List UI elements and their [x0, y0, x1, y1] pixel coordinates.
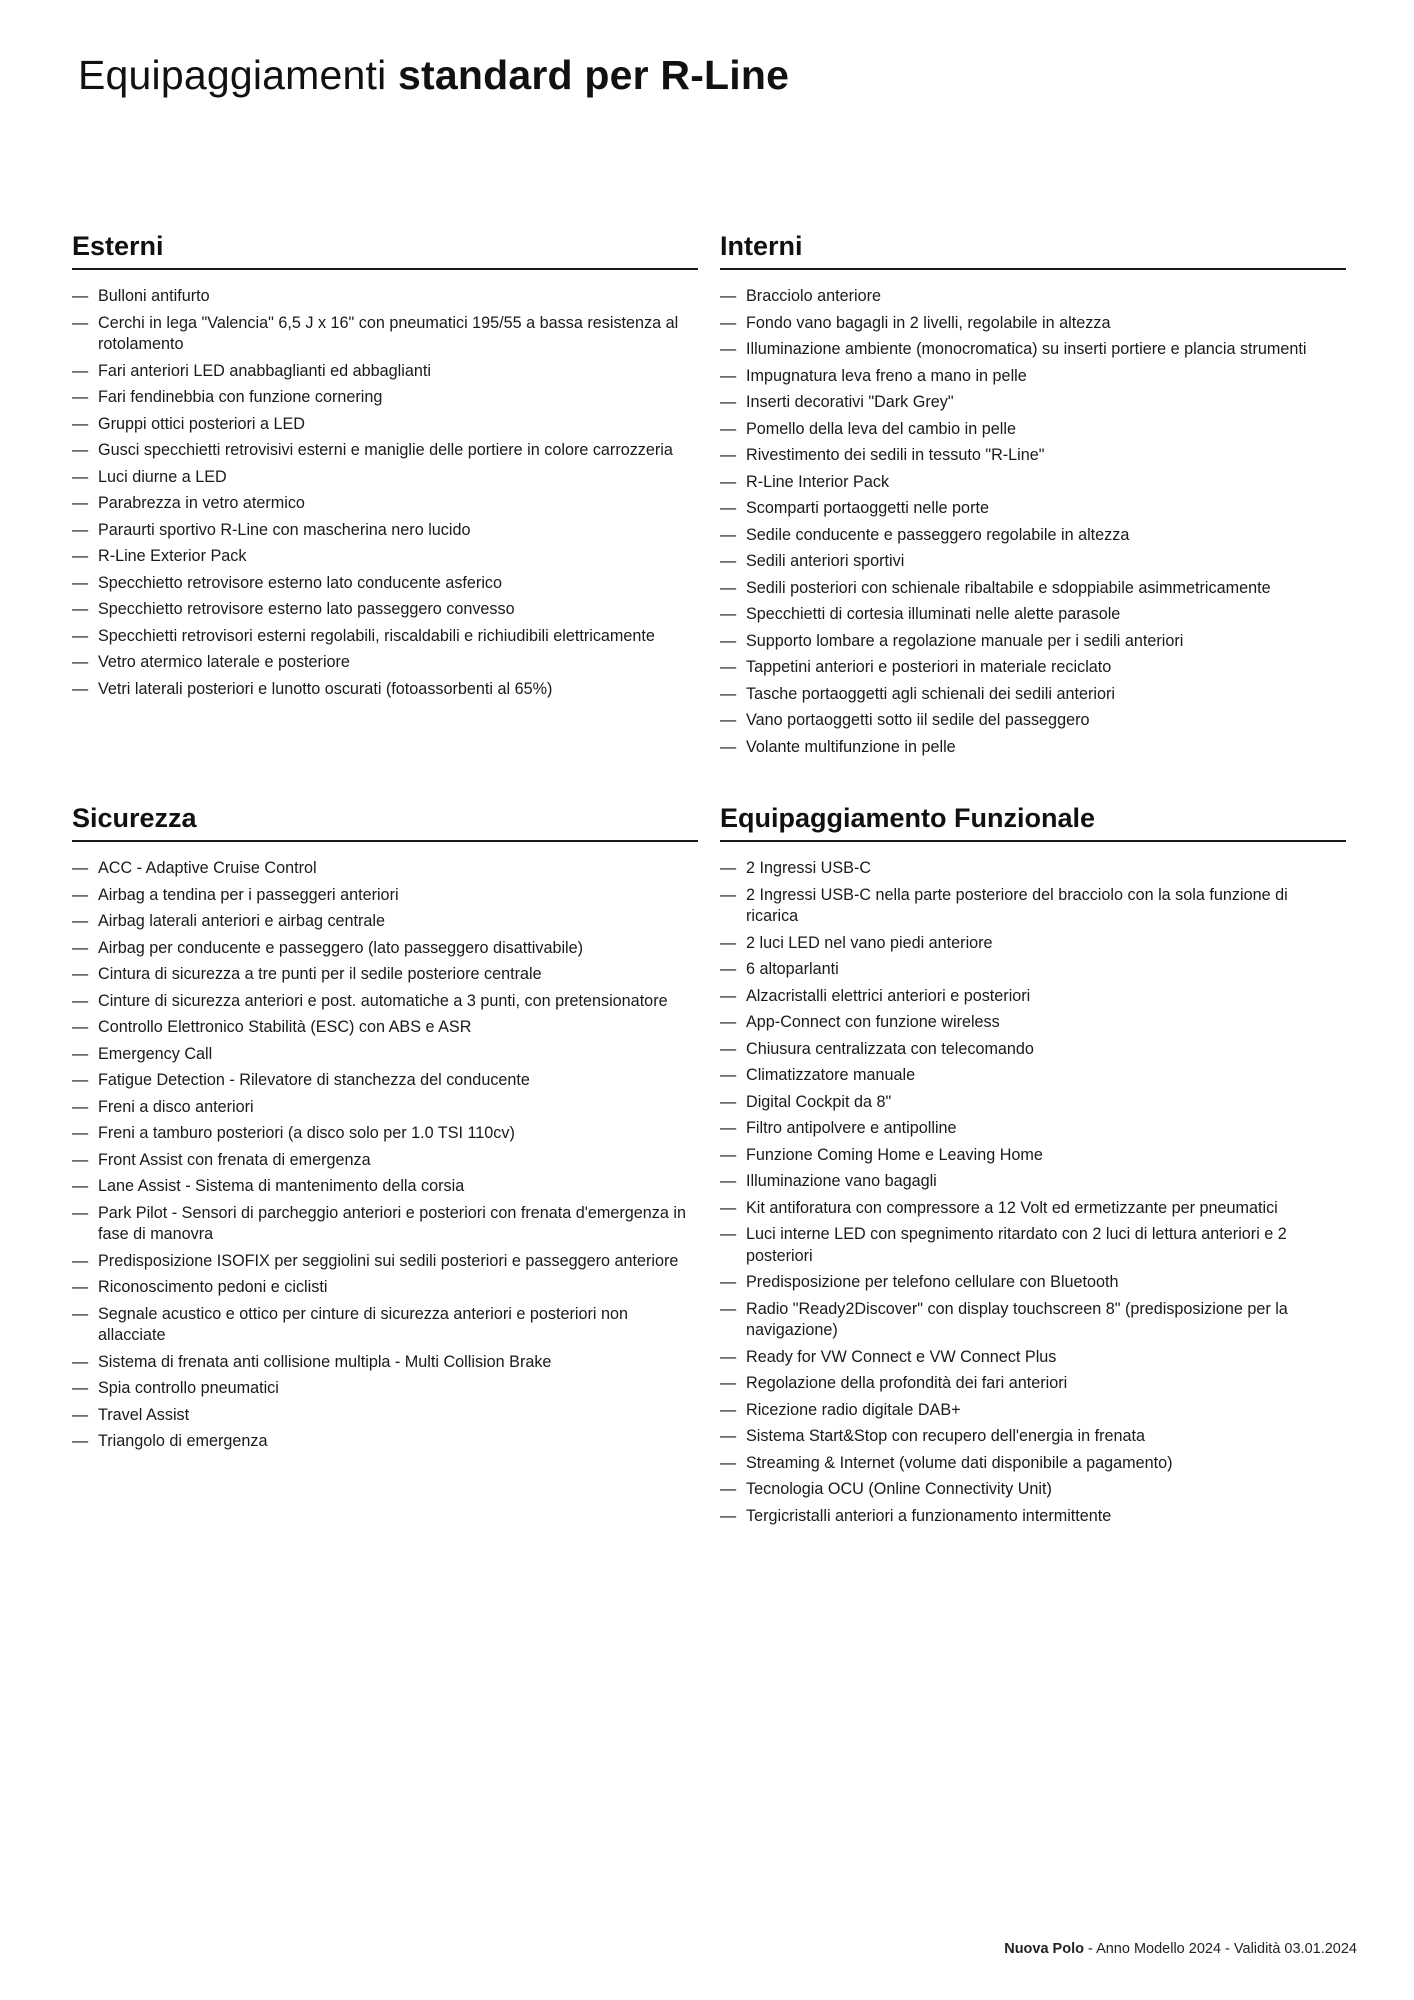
list-item-text: Fari fendinebbia con funzione cornering: [98, 388, 383, 406]
list-item-text: Paraurti sportivo R-Line con mascherina nero lucido: [98, 520, 471, 539]
section-heading: Esterni: [72, 231, 698, 270]
list-item: [720, 933, 1346, 955]
dash-bullet: —: [72, 885, 89, 904]
dash-bullet: —: [720, 737, 737, 756]
list-item-text: Luci interne LED con spegnimento ritardato con 2 luci di lettura anteriori e 2 posteriori: [746, 1225, 1287, 1265]
list-item-text: Specchietto retrovisore esterno lato passeggero convesso: [98, 600, 515, 618]
list-item: [72, 286, 698, 308]
dash-bullet: —: [720, 1198, 737, 1217]
list-item: [72, 313, 698, 356]
list-item-text: Chiusura centralizzata con telecomando: [746, 1039, 1034, 1058]
list-item-text: Alzacristalli elettrici anteriori e posteriori: [746, 986, 1031, 1005]
section-heading: Interni: [720, 231, 1346, 270]
list-item: [72, 599, 698, 621]
list-item-text: Freni a tamburo posteriori (a disco solo per 1.0 TSI 110cv): [98, 1124, 515, 1142]
list-item: [720, 1506, 1346, 1528]
list-item: [720, 445, 1346, 467]
dash-bullet: —: [720, 1427, 737, 1445]
dash-bullet: —: [720, 631, 737, 650]
list-item-text: Freni a disco anteriori: [98, 1097, 254, 1116]
list-item: [72, 938, 698, 960]
dash-bullet: —: [72, 547, 89, 565]
dash-bullet: —: [720, 1347, 737, 1366]
section-sicurezza: [72, 803, 698, 1458]
list-item-text: Predisposizione ISOFIX per seggiolini sui sedili posteriori e passeggero anteriore: [98, 1251, 679, 1270]
list-item: [72, 1277, 698, 1299]
dash-bullet: —: [72, 361, 89, 380]
list-item: [720, 1092, 1346, 1114]
list-item: [720, 604, 1346, 626]
list-item-text: App-Connect con funzione wireless: [746, 1013, 1000, 1031]
list-item-text: Funzione Coming Home e Leaving Home: [746, 1145, 1043, 1164]
list-item-text: Specchietti di cortesia illuminati nelle alette parasole: [746, 605, 1121, 623]
list-item: [72, 573, 698, 595]
list-item-text: Cinture di sicurezza anteriori e post. automatiche a 3 punti, con pretensionatore: [98, 991, 668, 1010]
list-item: [720, 1426, 1346, 1448]
list-item: [720, 392, 1346, 414]
list-item-text: Park Pilot - Sensori di parcheggio anteriori e posteriori con frenata d'emergenza in fase di manovra: [98, 1203, 686, 1243]
list-item-text: Regolazione della profondità dei fari anteriori: [746, 1374, 1068, 1392]
dash-bullet: —: [72, 287, 89, 305]
list-item: [72, 1044, 698, 1066]
footer-model: Nuova Polo: [1004, 1941, 1084, 1957]
list-item: [72, 652, 698, 674]
list-item: [720, 986, 1346, 1008]
list-item-text: Pomello della leva del cambio in pelle: [746, 419, 1016, 438]
list-item: [720, 1145, 1346, 1167]
list-item-text: Digital Cockpit da 8": [746, 1092, 892, 1111]
list-item: [72, 361, 698, 383]
list-item: [72, 1017, 698, 1039]
dash-bullet: —: [720, 885, 737, 904]
list-item-text: Bulloni antifurto: [98, 287, 210, 305]
dash-bullet: —: [720, 711, 737, 729]
dash-bullet: —: [72, 573, 89, 592]
dash-bullet: —: [720, 1374, 737, 1392]
list-item-text: Ready for VW Connect e VW Connect Plus: [746, 1347, 1057, 1366]
list-item: [720, 959, 1346, 981]
list-item-text: Luci diurne a LED: [98, 467, 227, 486]
list-item: [72, 1304, 698, 1347]
dash-bullet: —: [720, 859, 737, 877]
dash-bullet: —: [72, 653, 89, 671]
list-item-text: 2 Ingressi USB-C nella parte posteriore del bracciolo con la sola funzione di ricarica: [746, 885, 1288, 925]
list-item-text: Airbag laterali anteriori e airbag centrale: [98, 912, 386, 930]
list-item-text: Impugnatura leva freno a mano in pelle: [746, 366, 1027, 385]
dash-bullet: —: [720, 1480, 737, 1498]
dash-bullet: —: [72, 965, 89, 983]
dash-bullet: —: [720, 472, 737, 491]
list-item-text: Sedile conducente e passeggero regolabile in altezza: [746, 525, 1130, 544]
dash-bullet: —: [720, 419, 737, 438]
section-equipaggiamento-funzionale: [720, 803, 1346, 1532]
list-item: [72, 1203, 698, 1246]
list-item: [720, 1479, 1346, 1501]
list-item: [720, 885, 1346, 928]
list-item: [72, 1431, 698, 1453]
dash-bullet: —: [720, 1400, 737, 1419]
list-item-text: Bracciolo anteriore: [746, 287, 881, 305]
dash-bullet: —: [72, 441, 89, 459]
dash-bullet: —: [720, 1172, 737, 1190]
dash-bullet: —: [720, 1225, 737, 1243]
list-item: [720, 1453, 1346, 1475]
dash-bullet: —: [72, 1405, 89, 1424]
list-item-text: Parabrezza in vetro atermico: [98, 494, 305, 512]
dash-bullet: —: [720, 960, 737, 978]
dash-bullet: —: [72, 467, 89, 486]
list-item-text: Gusci specchietti retrovisivi esterni e maniglie delle portiere in colore carrozzeria: [98, 441, 673, 459]
dash-bullet: —: [720, 1299, 737, 1318]
page-title-bold: standard per R-Line: [398, 52, 790, 98]
list-item-text: Airbag per conducente e passeggero (lato passeggero disattivabile): [98, 938, 584, 957]
list-item-text: Climatizzatore manuale: [746, 1066, 916, 1084]
page-footer: [1004, 1941, 1357, 1957]
dash-bullet: —: [720, 1145, 737, 1164]
list-item-text: Ricezione radio digitale DAB+: [746, 1400, 961, 1419]
list-item-text: Tergicristalli anteriori a funzionamento intermittente: [746, 1506, 1112, 1525]
dash-bullet: —: [720, 1119, 737, 1137]
page-title: [78, 52, 789, 99]
list-item-text: Fatigue Detection - Rilevatore di stanchezza del conducente: [98, 1071, 530, 1089]
list-item: [72, 858, 698, 880]
dash-bullet: —: [72, 1150, 89, 1169]
list-item: [72, 520, 698, 542]
list-item: [72, 885, 698, 907]
list-item-text: R-Line Interior Pack: [746, 472, 890, 491]
list-item-text: Streaming & Internet (volume dati disponibile a pagamento): [746, 1453, 1173, 1472]
dash-bullet: —: [72, 414, 89, 433]
list-item: [72, 1097, 698, 1119]
list-item: [720, 1272, 1346, 1294]
dash-bullet: —: [72, 626, 89, 645]
list-item: [72, 679, 698, 701]
list-item-text: Filtro antipolvere e antipolline: [746, 1119, 957, 1137]
dash-bullet: —: [72, 520, 89, 539]
dash-bullet: —: [72, 1018, 89, 1036]
list-item: [720, 472, 1346, 494]
list-item-text: Sedili anteriori sportivi: [746, 552, 905, 570]
dash-bullet: —: [720, 986, 737, 1005]
list-item: [72, 1378, 698, 1400]
dash-bullet: —: [720, 684, 737, 703]
section-heading: Sicurezza: [72, 803, 698, 842]
list-item-text: Sedili posteriori con schienale ribaltabile e sdoppiabile asimmetricamente: [746, 578, 1271, 597]
list-item-text: Lane Assist - Sistema di mantenimento della corsia: [98, 1177, 465, 1195]
list-item-text: Cintura di sicurezza a tre punti per il sedile posteriore centrale: [98, 965, 542, 983]
equipment-list: [72, 286, 698, 700]
dash-bullet: —: [720, 287, 737, 305]
list-item: [720, 1373, 1346, 1395]
list-item-text: Vetro atermico laterale e posteriore: [98, 653, 350, 671]
dash-bullet: —: [720, 658, 737, 676]
section-interni: [720, 231, 1346, 763]
list-item: [720, 339, 1346, 361]
dash-bullet: —: [720, 1013, 737, 1031]
list-item: [72, 467, 698, 489]
list-item-text: Predisposizione per telefono cellulare con Bluetooth: [746, 1273, 1119, 1291]
list-item: [72, 1405, 698, 1427]
list-item-text: Inserti decorativi "Dark Grey": [746, 393, 954, 411]
list-item: [72, 387, 698, 409]
list-item-text: Spia controllo pneumatici: [98, 1379, 279, 1397]
list-item-text: Emergency Call: [98, 1044, 213, 1063]
equipment-list: [720, 858, 1346, 1527]
list-item-text: Cerchi in lega "Valencia" 6,5 J x 16" con pneumatici 195/55 a bassa resistenza al rotolamento: [98, 313, 679, 353]
list-item: [72, 1176, 698, 1198]
dash-bullet: —: [72, 494, 89, 512]
dash-bullet: —: [72, 1203, 89, 1222]
list-item-text: Front Assist con frenata di emergenza: [98, 1150, 371, 1169]
list-item-text: Vano portaoggetti sotto iil sedile del passeggero: [746, 711, 1090, 729]
equipment-list: [72, 858, 698, 1453]
list-item-text: Supporto lombare a regolazione manuale per i sedili anteriori: [746, 631, 1184, 650]
list-item-text: Sistema Start&Stop con recupero dell'energia in frenata: [746, 1427, 1146, 1445]
dash-bullet: —: [72, 313, 89, 332]
dash-bullet: —: [72, 1097, 89, 1116]
dash-bullet: —: [72, 1071, 89, 1089]
list-item: [72, 991, 698, 1013]
list-item: [720, 1198, 1346, 1220]
dash-bullet: —: [720, 552, 737, 570]
list-item-text: 2 luci LED nel vano piedi anteriore: [746, 933, 993, 952]
list-item-text: Radio "Ready2Discover" con display touchscreen 8" (predisposizione per la navigazione): [746, 1299, 1288, 1339]
dash-bullet: —: [720, 605, 737, 623]
list-item: [72, 1150, 698, 1172]
dash-bullet: —: [720, 340, 737, 358]
list-item: [72, 964, 698, 986]
list-item-text: Rivestimento dei sedili in tessuto "R-Line": [746, 446, 1045, 464]
list-item: [72, 1352, 698, 1374]
dash-bullet: —: [720, 525, 737, 544]
list-item-text: Tappetini anteriori e posteriori in materiale reciclato: [746, 658, 1112, 676]
list-item: [720, 1118, 1346, 1140]
dash-bullet: —: [720, 578, 737, 597]
dash-bullet: —: [72, 938, 89, 957]
dash-bullet: —: [720, 1273, 737, 1291]
list-item: [720, 1171, 1346, 1193]
list-item: [720, 313, 1346, 335]
list-item: [72, 626, 698, 648]
equipment-list: [720, 286, 1346, 758]
list-item: [72, 493, 698, 515]
list-item: [720, 657, 1346, 679]
list-item-text: Tecnologia OCU (Online Connectivity Unit): [746, 1480, 1052, 1498]
list-item: [720, 578, 1346, 600]
list-item-text: Sistema di frenata anti collisione multipla - Multi Collision Brake: [98, 1352, 552, 1371]
list-item-text: Volante multifunzione in pelle: [746, 737, 956, 756]
list-item: [72, 1123, 698, 1145]
dash-bullet: —: [720, 1066, 737, 1084]
list-item: [720, 1224, 1346, 1267]
list-item: [72, 1251, 698, 1273]
list-item: [720, 1065, 1346, 1087]
list-item-text: Travel Assist: [98, 1405, 190, 1424]
list-item-text: Fondo vano bagagli in 2 livelli, regolabile in altezza: [746, 313, 1111, 332]
dash-bullet: —: [72, 1379, 89, 1397]
list-item-text: Controllo Elettronico Stabilità (ESC) con ABS e ASR: [98, 1018, 472, 1036]
list-item: [720, 1299, 1346, 1342]
dash-bullet: —: [720, 1506, 737, 1525]
list-item-text: Gruppi ottici posteriori a LED: [98, 414, 305, 433]
list-item: [720, 684, 1346, 706]
list-item-text: Illuminazione vano bagagli: [746, 1172, 937, 1190]
list-item-text: Scomparti portaoggetti nelle porte: [746, 499, 989, 517]
list-item: [72, 911, 698, 933]
dash-bullet: —: [72, 1278, 89, 1296]
dash-bullet: —: [72, 1432, 89, 1450]
list-item-text: Triangolo di emergenza: [98, 1432, 268, 1450]
dash-bullet: —: [72, 1352, 89, 1371]
list-item: [720, 286, 1346, 308]
list-item: [72, 546, 698, 568]
dash-bullet: —: [72, 1251, 89, 1270]
list-item: [720, 419, 1346, 441]
list-item: [720, 551, 1346, 573]
list-item-text: Riconoscimento pedoni e ciclisti: [98, 1278, 328, 1296]
list-item-text: Fari anteriori LED anabbaglianti ed abbaglianti: [98, 361, 431, 380]
dash-bullet: —: [72, 1124, 89, 1142]
list-item-text: R-Line Exterior Pack: [98, 547, 247, 565]
list-item: [720, 525, 1346, 547]
list-item: [72, 440, 698, 462]
dash-bullet: —: [72, 600, 89, 618]
dash-bullet: —: [720, 1039, 737, 1058]
list-item-text: Kit antiforatura con compressore a 12 Volt ed ermetizzante per pneumatici: [746, 1198, 1278, 1217]
dash-bullet: —: [72, 1044, 89, 1063]
list-item-text: 6 altoparlanti: [746, 960, 839, 978]
section-esterni: [72, 231, 698, 705]
list-item: [720, 366, 1346, 388]
list-item: [720, 858, 1346, 880]
list-item: [720, 1039, 1346, 1061]
dash-bullet: —: [720, 933, 737, 952]
dash-bullet: —: [72, 859, 89, 877]
list-item-text: Airbag a tendina per i passeggeri anteriori: [98, 885, 399, 904]
list-item: [72, 1070, 698, 1092]
list-item: [720, 737, 1346, 759]
dash-bullet: —: [720, 446, 737, 464]
list-item-text: 2 Ingressi USB-C: [746, 859, 872, 877]
dash-bullet: —: [72, 912, 89, 930]
list-item: [720, 1400, 1346, 1422]
list-item-text: ACC - Adaptive Cruise Control: [98, 859, 317, 877]
dash-bullet: —: [72, 388, 89, 406]
list-item: [720, 631, 1346, 653]
dash-bullet: —: [72, 1177, 89, 1195]
list-item: [720, 1347, 1346, 1369]
dash-bullet: —: [720, 393, 737, 411]
dash-bullet: —: [72, 679, 89, 698]
list-item-text: Segnale acustico e ottico per cinture di sicurezza anteriori e posteriori non allacciate: [98, 1304, 628, 1344]
footer-validity: - Anno Modello 2024 - Validità 03.01.2024: [1083, 1941, 1357, 1957]
list-item-text: Specchietto retrovisore esterno lato conducente asferico: [98, 573, 503, 592]
page-title-light: Equipaggiamenti: [78, 52, 387, 98]
dash-bullet: —: [72, 1304, 89, 1323]
list-item-text: Illuminazione ambiente (monocromatica) su inserti portiere e plancia strumenti: [746, 340, 1307, 358]
dash-bullet: —: [720, 366, 737, 385]
dash-bullet: —: [720, 313, 737, 332]
dash-bullet: —: [720, 1092, 737, 1111]
dash-bullet: —: [720, 1453, 737, 1472]
list-item: [720, 498, 1346, 520]
list-item-text: Specchietti retrovisori esterni regolabili, riscaldabili e richiudibili elettricamente: [98, 626, 655, 645]
list-item-text: Vetri laterali posteriori e lunotto oscurati (fotoassorbenti al 65%): [98, 679, 553, 698]
list-item: [720, 1012, 1346, 1034]
dash-bullet: —: [72, 991, 89, 1010]
section-heading: Equipaggiamento Funzionale: [720, 803, 1346, 842]
dash-bullet: —: [720, 499, 737, 517]
list-item: [720, 710, 1346, 732]
list-item-text: Tasche portaoggetti agli schienali dei sedili anteriori: [746, 684, 1115, 703]
list-item: [72, 414, 698, 436]
